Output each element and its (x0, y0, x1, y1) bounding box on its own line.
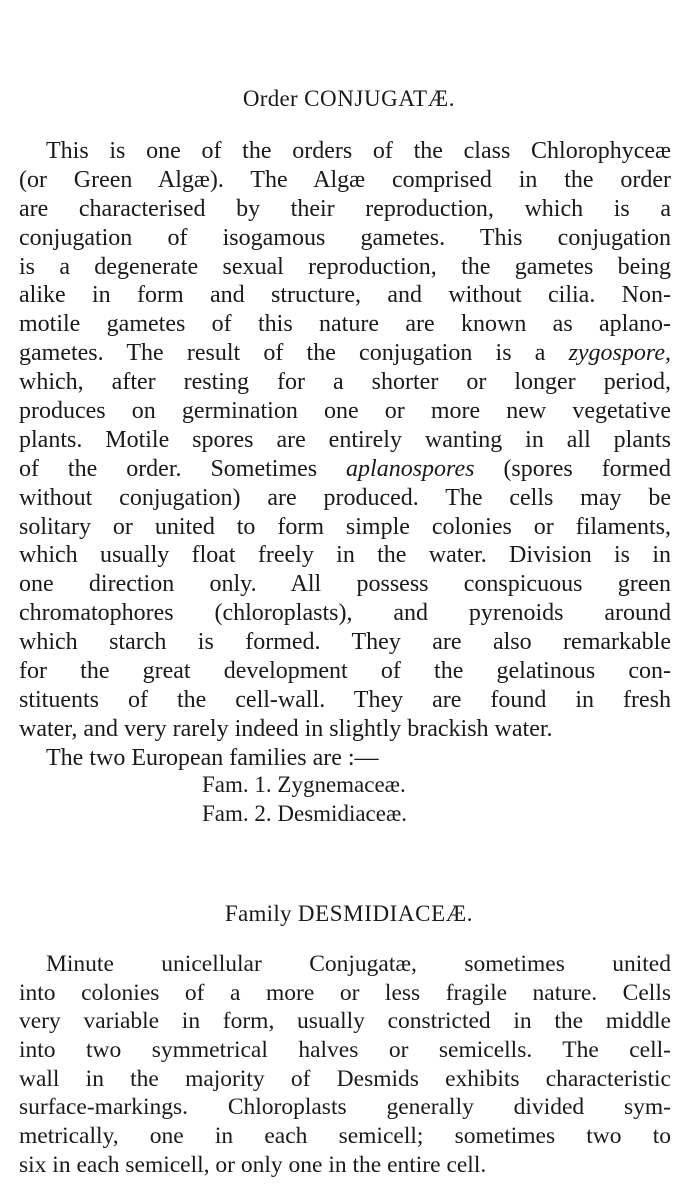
text-line: alike in form and structure, and without cilia. Non- (19, 282, 671, 309)
text-line: into two symmetrical halves or semicells. The cell- (19, 1037, 671, 1064)
order-heading (0, 86, 698, 112)
text-line: which usually float freely in the water. Division is in (19, 542, 671, 569)
families-list (202, 771, 602, 829)
text-line (19, 455, 671, 484)
text-line: very variable in form, usually constricted in the middle (19, 1008, 671, 1035)
text-line: conjugation of isogamous gametes. This conjugation (19, 224, 671, 251)
text-line: metrically, one in each semicell; sometimes two to (19, 1123, 671, 1150)
family-description (19, 950, 671, 1180)
text-line: water, and very rarely indeed in slightly brackish water. (19, 715, 553, 742)
family-heading (0, 901, 698, 927)
text-line: wall in the majority of Desmids exhibits characteristic (19, 1065, 671, 1092)
text-line: for the great development of the gelatinous con- (19, 658, 671, 685)
text-segment: gametes. The result of the conjugation is a (19, 340, 569, 367)
text-line: is a degenerate sexual reproduction, the gametes being (19, 253, 671, 280)
text-line: produces on germination one or more new vegetative (19, 398, 671, 425)
text-line: are characterised by their reproduction, which is a (19, 195, 671, 222)
text-line: solitary or united to form simple colonies or filaments, (19, 513, 671, 540)
family-item: Fam. 2. Desmidiaceæ. (202, 800, 408, 826)
text-segment: of the order. Sometimes (19, 455, 347, 482)
family-heading-prefix: Family (224, 901, 298, 926)
text-line: This is one of the orders of the class Chlorophyceæ (46, 138, 671, 164)
text-line: motile gametes of this nature are known as aplano- (19, 311, 671, 338)
text-line: into colonies of a more or less fragile nature. Cells (19, 979, 671, 1006)
order-heading-prefix: Order (242, 86, 305, 111)
text-line: (or Green Algæ). The Algæ comprised in the order (19, 166, 671, 193)
text-line: one direction only. All possess conspicuous green (19, 571, 671, 598)
text-line: which starch is formed. They are also remarkable (19, 629, 671, 656)
family-heading-name: DESMIDIACEÆ. (297, 901, 474, 926)
text-line: surface-markings. Chloroplasts generally divided sym- (19, 1094, 671, 1121)
text-line (19, 339, 671, 368)
family-item: Fam. 1. Zygnemaceæ. (202, 772, 406, 797)
order-heading-name: CONJUGATÆ. (304, 86, 456, 111)
aplanospores-term: aplanospores (346, 455, 475, 482)
text-line: without conjugation) are produced. The cells may be (19, 484, 671, 511)
text-line: which, after resting for a shorter or longer period, (19, 369, 671, 396)
zygospore-term: zygospore, (568, 340, 671, 367)
order-description (19, 137, 671, 773)
text-line: plants. Motile spores are entirely wanting in all plants (19, 426, 671, 453)
text-line: chromatophores (chloroplasts), and pyrenoids around (19, 600, 671, 627)
text-line: six in each semicell, or only one in the entire cell. (19, 1151, 487, 1178)
text-line: stituents of the cell-wall. They are found in fresh (19, 686, 671, 713)
text-line: Minute unicellular Conjugatæ, sometimes united (46, 951, 671, 977)
text-segment: (spores formed (474, 455, 671, 482)
families-intro: The two European families are :— (46, 744, 379, 771)
